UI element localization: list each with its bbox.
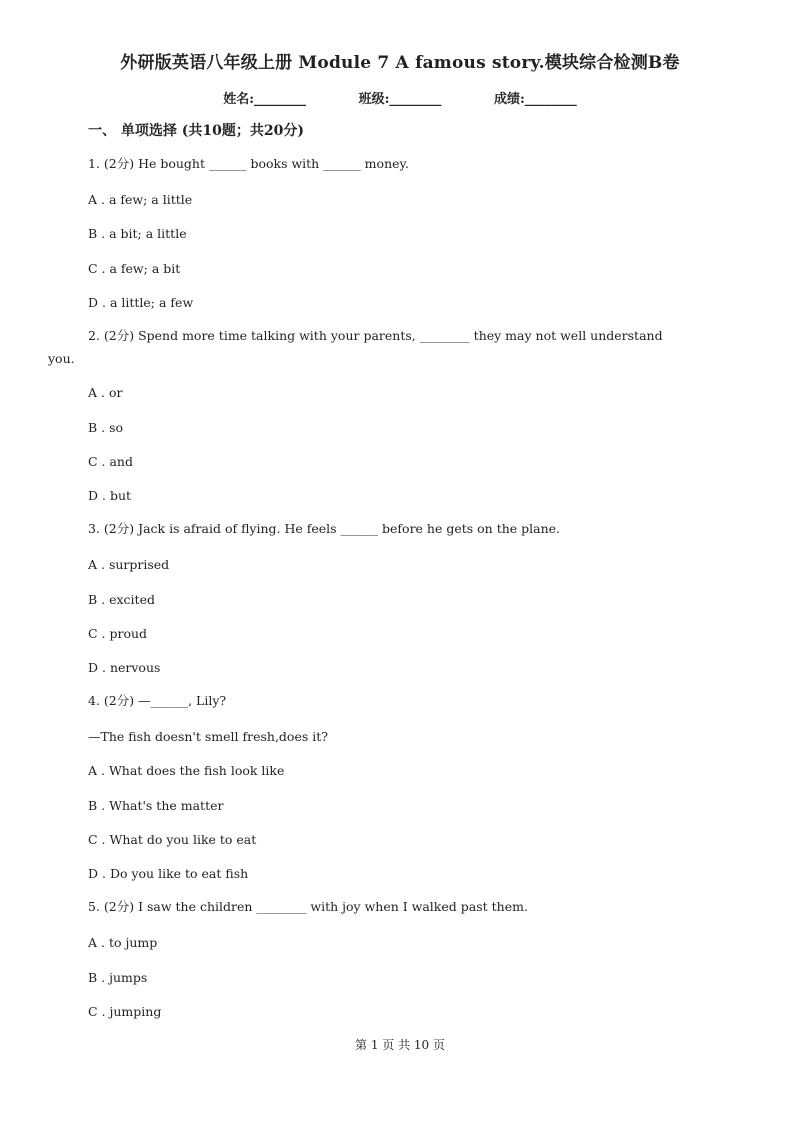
question-4-option-b: B . What's the matter: [88, 798, 224, 813]
question-5-option-b: B . jumps: [88, 970, 148, 985]
name-field: 姓名:________: [223, 92, 307, 107]
question-1-option-d: D . a little; a few: [88, 295, 194, 310]
question-4-option-d: D . Do you like to eat fish: [88, 866, 249, 881]
question-2-stem: 2. (2分) Spend more time talking with your parents, ________ they may not well understand: [88, 328, 663, 343]
question-5-stem: 5. (2分) I saw the children ________ with joy when I walked past them.: [88, 899, 528, 914]
question-2-stem-cont: you.: [48, 351, 75, 366]
student-info: [0, 88, 800, 107]
question-5-option-a: A . to jump: [88, 935, 158, 950]
question-3-stem: 3. (2分) Jack is afraid of flying. He feels ______ before he gets on the plane.: [88, 521, 561, 536]
question-3-option-b: B . excited: [88, 592, 155, 607]
section-heading: 一、 单项选择 (共10题；共20分): [88, 123, 304, 139]
question-2-option-b: B . so: [88, 420, 124, 435]
question-1-option-a: A . a few; a little: [88, 192, 193, 207]
question-4-stem: 4. (2分) —______, Lily?: [88, 693, 227, 708]
question-1-stem: 1. (2分) He bought ______ books with ______ money.: [88, 156, 409, 171]
question-1-option-c: C . a few; a bit: [88, 261, 181, 276]
question-3-option-c: C . proud: [88, 626, 148, 641]
score-field: 成绩:________: [493, 92, 577, 107]
page-footer: 第 1 页 共 10 页: [355, 1038, 445, 1052]
document-title: 外研版英语八年级上册 Module 7 A famous story.模块综合检测B卷: [120, 53, 680, 73]
question-1-option-b: B . a bit; a little: [88, 226, 187, 241]
question-4-option-a: A . What does the fish look like: [88, 763, 285, 778]
question-2-option-c: C . and: [88, 454, 133, 469]
question-3-option-d: D . nervous: [88, 660, 161, 675]
question-2-option-d: D . but: [88, 488, 132, 503]
question-4-stem-cont: —The fish doesn't smell fresh,does it?: [88, 729, 328, 744]
question-5-option-c: C . jumping: [88, 1004, 162, 1019]
question-4-option-c: C . What do you like to eat: [88, 832, 257, 847]
class-field: 班级:________: [358, 92, 442, 107]
question-3-option-a: A . surprised: [88, 557, 170, 572]
question-2-option-a: A . or: [88, 385, 123, 400]
